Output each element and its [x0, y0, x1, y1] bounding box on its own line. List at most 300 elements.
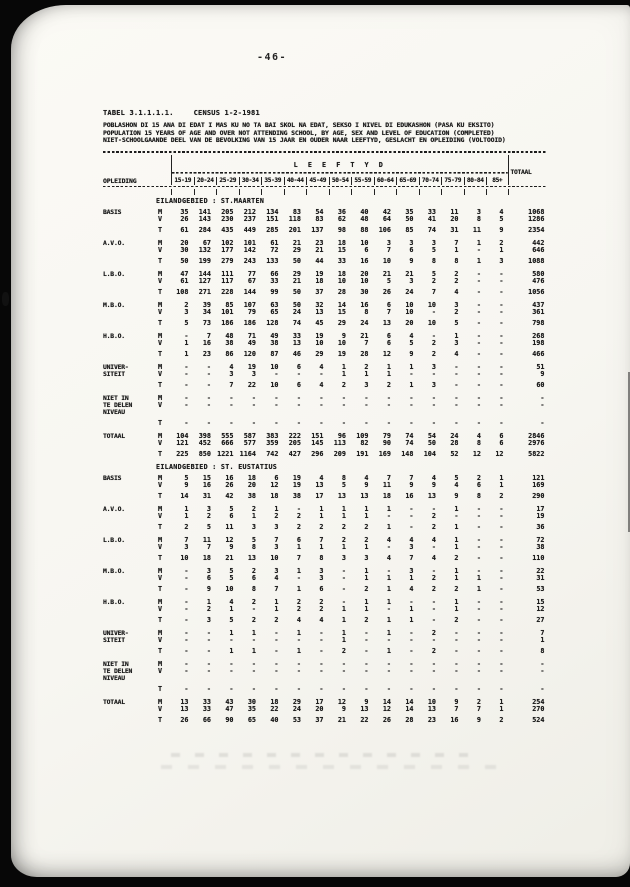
leeftyd-label: L E E F T Y D	[171, 161, 509, 169]
education-group	[103, 568, 547, 593]
cell-value: 3	[476, 208, 481, 217]
sex-label: M	[158, 536, 163, 545]
cell-value: -	[499, 277, 504, 286]
cell-value: -	[499, 574, 504, 583]
cell-value: -	[499, 512, 504, 521]
cell-value: -	[454, 401, 459, 410]
cell-value: 4	[296, 616, 301, 625]
age-column-header: 70-74	[419, 177, 442, 185]
cell-value: -	[409, 401, 414, 410]
cell-value: -	[499, 419, 504, 428]
caption-line-dutch: NIET-SCHOOLGAANDE DEEL VAN DE BEVOLKING VAN 15 JAAR EN OUDER NAAR LEEFTYD, GESLACHT EN OPLEIDING (VOLTOOID)	[103, 136, 506, 145]
cell-value: 16	[360, 257, 369, 266]
cell-value: 49	[247, 339, 256, 348]
cell-value: -	[184, 605, 189, 614]
cell-value: 127	[198, 277, 211, 286]
cell-value: 2	[454, 585, 459, 594]
cell-value: 1	[454, 523, 459, 532]
cell-value: 3	[341, 554, 346, 563]
cell-value: 1	[364, 574, 369, 583]
cell-value: 71	[247, 332, 256, 341]
cell-value: -	[274, 660, 279, 669]
cell-value: 1	[386, 523, 391, 532]
cell-value: 12	[472, 450, 481, 459]
age-column-header: 45-49	[306, 177, 329, 185]
cell-value: 2	[296, 523, 301, 532]
cell-value: 1	[364, 567, 369, 576]
cell-value: 1	[251, 629, 256, 638]
cell-value: 2	[431, 277, 436, 286]
cell-value: 13	[427, 492, 436, 501]
cell-value: 169	[378, 450, 391, 459]
age-column-header: 55-59	[351, 177, 374, 185]
cell-value: -	[499, 567, 504, 576]
row-label: M.B.O.	[103, 301, 125, 310]
cell-value: -	[499, 598, 504, 607]
cell-value: 7	[296, 554, 301, 563]
table-row	[103, 493, 547, 500]
cell-value: -	[476, 505, 481, 514]
cell-value: 1	[476, 585, 481, 594]
cell-value: -	[476, 512, 481, 521]
cell-value: 1	[296, 567, 301, 576]
cell-value: 4	[386, 536, 391, 545]
row-total: 110	[532, 554, 545, 563]
age-column-header: 65-69	[396, 177, 419, 185]
cell-value: -	[454, 667, 459, 676]
cell-value: -	[274, 629, 279, 638]
cell-value: 11	[450, 208, 459, 217]
cell-value: 1	[499, 481, 504, 490]
table-row	[103, 340, 547, 347]
caption-line-english: POPULATION 15 YEARS OF AGE AND OVER NOT ATTENDING SCHOOL, BY AGE, SEX AND LEVEL OF EDUCATION (COMPLETED)	[103, 128, 495, 137]
cell-value: 5	[229, 567, 234, 576]
cell-value: 2	[431, 585, 436, 594]
cell-value: 20	[450, 215, 459, 224]
cell-value: -	[476, 647, 481, 656]
cell-value: 201	[288, 226, 301, 235]
cell-value: -	[229, 685, 234, 694]
cell-value: 15	[202, 474, 211, 483]
cell-value: 359	[266, 439, 279, 448]
cell-value: 16	[360, 301, 369, 310]
cell-value: 74	[427, 226, 436, 235]
cell-value: 1	[184, 350, 189, 359]
cell-value: 113	[333, 439, 346, 448]
cell-value: 50	[427, 439, 436, 448]
sex-label: T	[158, 419, 163, 428]
cell-value: 19	[315, 270, 324, 279]
row-label: NIVEAU	[103, 408, 125, 417]
sex-label: V	[158, 370, 163, 379]
row-label	[103, 686, 156, 693]
cell-value: -	[319, 636, 324, 645]
cell-value: 7	[229, 381, 234, 390]
cell-value: 3	[206, 567, 211, 576]
cell-value: -	[499, 394, 504, 403]
cell-value: 1	[341, 605, 346, 614]
cell-value: 101	[243, 239, 256, 248]
cell-value: 4	[319, 616, 324, 625]
cell-value: 209	[333, 450, 346, 459]
cell-value: -	[341, 585, 346, 594]
cell-value: 98	[337, 226, 346, 235]
cell-value: 3	[364, 381, 369, 390]
cell-value: 4	[454, 481, 459, 490]
cell-value: 7	[364, 339, 369, 348]
cell-value: 3	[499, 257, 504, 266]
row-label: UNIVER-	[103, 629, 129, 638]
cell-value: 64	[382, 215, 391, 224]
cell-value: -	[431, 598, 436, 607]
cell-value: 52	[450, 450, 459, 459]
cell-value: 3	[454, 339, 459, 348]
cell-value: 6	[364, 246, 369, 255]
cell-value: 33	[427, 208, 436, 217]
table-row	[103, 513, 547, 520]
cell-value: 90	[382, 439, 391, 448]
cell-value: -	[364, 401, 369, 410]
cell-value: 3	[184, 308, 189, 317]
cell-value: 72	[270, 246, 279, 255]
education-group	[103, 599, 547, 624]
cell-value: -	[364, 419, 369, 428]
row-label	[103, 482, 156, 489]
cell-value: 101	[221, 308, 234, 317]
column-tick	[171, 189, 194, 195]
cell-value: 54	[427, 432, 436, 441]
cell-value: 2	[251, 598, 256, 607]
row-total: 198	[532, 339, 545, 348]
cell-value: 15	[337, 246, 346, 255]
cell-value: -	[476, 308, 481, 317]
cell-value: 38	[292, 492, 301, 501]
cell-value: 9	[184, 481, 189, 490]
row-total: 646	[532, 246, 545, 255]
cell-value: 5	[431, 270, 436, 279]
cell-value: -	[296, 667, 301, 676]
cell-value: 151	[311, 432, 324, 441]
cell-value: -	[409, 370, 414, 379]
row-total: 466	[532, 350, 545, 359]
cell-value: 9	[229, 543, 234, 552]
row-label	[103, 524, 156, 531]
column-tick	[194, 189, 217, 195]
cell-value: 1	[476, 257, 481, 266]
column-tick	[306, 189, 329, 195]
sex-label: V	[158, 339, 163, 348]
row-label	[103, 247, 156, 254]
sex-label: T	[158, 523, 163, 532]
cell-value: -	[409, 660, 414, 669]
cell-value: -	[229, 660, 234, 669]
cell-value: 1	[341, 505, 346, 514]
cell-value: 271	[198, 288, 211, 297]
sex-label: T	[158, 492, 163, 501]
page-number: -46-	[257, 52, 288, 63]
cell-value: 61	[180, 277, 189, 286]
row-total: 7	[540, 629, 545, 638]
cell-value: 16	[450, 716, 459, 725]
cell-value: -	[476, 288, 481, 297]
cell-value: 2	[431, 629, 436, 638]
cell-value: -	[184, 567, 189, 576]
cell-value: -	[454, 660, 459, 669]
row-total: 15	[536, 598, 545, 607]
cell-value: 102	[221, 239, 234, 248]
cell-value: -	[409, 647, 414, 656]
cell-value: -	[476, 246, 481, 255]
cell-value: 1	[454, 574, 459, 583]
cell-value: -	[296, 505, 301, 514]
table-row	[103, 382, 547, 389]
cell-value: -	[206, 636, 211, 645]
row-total: -	[540, 667, 545, 676]
cell-value: 6	[386, 339, 391, 348]
cell-value: 186	[221, 319, 234, 328]
cell-value: -	[296, 685, 301, 694]
table-row	[103, 278, 547, 285]
sex-label: T	[158, 288, 163, 297]
age-column-header: 60-64	[374, 177, 397, 185]
cell-value: 10	[180, 554, 189, 563]
cell-value: -	[476, 605, 481, 614]
cell-value: 128	[266, 319, 279, 328]
cell-value: 22	[270, 705, 279, 714]
sex-label: T	[158, 450, 163, 459]
table-border-top	[103, 151, 547, 153]
column-tick-row	[103, 189, 547, 195]
cell-value: 106	[378, 226, 391, 235]
cell-value: 14	[337, 301, 346, 310]
sex-label: T	[158, 716, 163, 725]
sex-label: M	[158, 270, 163, 279]
cell-value: 21	[337, 716, 346, 725]
row-label	[103, 575, 156, 582]
cell-value: 2	[431, 647, 436, 656]
table-row	[103, 482, 547, 489]
cell-value: 5	[229, 616, 234, 625]
cell-value: -	[476, 370, 481, 379]
cell-value: 3	[431, 239, 436, 248]
cell-value: 7	[274, 536, 279, 545]
cell-value: 186	[243, 319, 256, 328]
cell-value: 1	[386, 616, 391, 625]
cell-value: 18	[337, 239, 346, 248]
cell-value: 1	[319, 505, 324, 514]
cell-value: 28	[360, 350, 369, 359]
cell-value: 10	[225, 585, 234, 594]
row-label	[103, 493, 156, 500]
cell-value: -	[319, 629, 324, 638]
cell-value: -	[296, 660, 301, 669]
row-label: A.V.O.	[103, 505, 125, 514]
cell-value: 4	[274, 574, 279, 583]
education-group	[103, 506, 547, 531]
education-group	[103, 661, 547, 693]
cell-value: 65	[247, 716, 256, 725]
cell-value: -	[476, 543, 481, 552]
cell-value: -	[476, 523, 481, 532]
row-label: A.V.O.	[103, 239, 125, 248]
cell-value: -	[386, 394, 391, 403]
cell-value: -	[386, 567, 391, 576]
cell-value: 7	[454, 705, 459, 714]
cell-value: 10	[270, 554, 279, 563]
cell-value: -	[251, 685, 256, 694]
cell-value: -	[409, 512, 414, 521]
cell-value: 2	[184, 301, 189, 310]
cell-value: -	[476, 350, 481, 359]
cell-value: 7	[386, 246, 391, 255]
education-group	[103, 271, 547, 296]
cell-value: 10	[382, 257, 391, 266]
cell-value: -	[206, 394, 211, 403]
row-total: 12	[536, 605, 545, 614]
cell-value: 4	[319, 363, 324, 372]
cell-value: -	[274, 685, 279, 694]
cell-value: 9	[476, 716, 481, 725]
cell-value: 46	[292, 350, 301, 359]
row-label	[103, 320, 156, 327]
cell-value: 7	[431, 288, 436, 297]
education-group	[103, 333, 547, 358]
cell-value: -	[184, 363, 189, 372]
table-row	[103, 309, 547, 316]
cell-value: 26	[382, 716, 391, 725]
row-label: L.B.O.	[103, 270, 125, 279]
cell-value: 144	[243, 288, 256, 297]
table-body	[103, 198, 547, 724]
cell-value: 50	[292, 301, 301, 310]
cell-value: 4	[409, 536, 414, 545]
cell-value: 12	[382, 705, 391, 714]
cell-value: 7	[386, 308, 391, 317]
education-group	[103, 475, 547, 500]
cell-value: -	[454, 394, 459, 403]
row-total: 2354	[528, 226, 545, 235]
cell-value: -	[409, 629, 414, 638]
cell-value: -	[296, 370, 301, 379]
cell-value: -	[431, 660, 436, 669]
row-total: 361	[532, 308, 545, 317]
table-row	[103, 402, 547, 409]
cell-value: 1	[386, 585, 391, 594]
cell-value: 33	[270, 277, 279, 286]
cell-value: 31	[450, 226, 459, 235]
cell-value: -	[319, 370, 324, 379]
education-group	[103, 302, 547, 327]
cell-value: 17	[315, 698, 324, 707]
cell-value: -	[364, 629, 369, 638]
row-total: 1068	[528, 208, 545, 217]
cell-value: -	[184, 685, 189, 694]
table-row	[103, 409, 547, 416]
cell-value: -	[476, 567, 481, 576]
sex-label: T	[158, 381, 163, 390]
cell-value: 5	[386, 277, 391, 286]
cell-value: -	[499, 636, 504, 645]
cell-value: 143	[198, 215, 211, 224]
cell-value: 10	[337, 277, 346, 286]
cell-value: -	[206, 660, 211, 669]
row-total: 31	[536, 574, 545, 583]
cell-value: 28	[405, 716, 414, 725]
cell-value: 21	[292, 239, 301, 248]
sex-label: V	[158, 605, 163, 614]
row-total: 798	[532, 319, 545, 328]
showthrough-smudge	[171, 753, 471, 757]
cell-value: 18	[337, 270, 346, 279]
island-section-label: EILANDGEBIED : ST.MAARTEN	[156, 197, 265, 206]
row-total: 476	[532, 277, 545, 286]
row-total: 254	[532, 698, 545, 707]
cell-value: -	[476, 685, 481, 694]
cell-value: 8	[476, 215, 481, 224]
row-label: NIVEAU	[103, 674, 125, 683]
cell-value: 398	[198, 432, 211, 441]
age-header-row	[103, 177, 547, 185]
sex-label: M	[158, 363, 163, 372]
cell-value: 18	[382, 492, 391, 501]
cell-value: 3	[184, 543, 189, 552]
cell-value: 11	[382, 481, 391, 490]
page-sheet	[11, 5, 630, 877]
cell-value: -	[476, 660, 481, 669]
cell-value: 10	[427, 319, 436, 328]
cell-value: 2	[274, 512, 279, 521]
cell-value: 1	[364, 598, 369, 607]
row-label	[103, 340, 156, 347]
row-label	[103, 216, 156, 223]
cell-value: -	[454, 370, 459, 379]
cell-value: 1	[476, 574, 481, 583]
cell-value: -	[184, 647, 189, 656]
cell-value: 2	[499, 239, 504, 248]
table-row	[103, 637, 547, 644]
cell-value: 8	[454, 257, 459, 266]
table-row	[103, 420, 547, 427]
cell-value: 9	[409, 350, 414, 359]
cell-value: 104	[176, 432, 189, 441]
cell-value: 1	[184, 512, 189, 521]
cell-value: 26	[180, 215, 189, 224]
header-divider-dashes	[171, 169, 509, 177]
cell-value: 2	[364, 585, 369, 594]
cell-value: 1	[184, 505, 189, 514]
cell-value: 1	[454, 543, 459, 552]
cell-value: -	[476, 363, 481, 372]
row-label	[103, 382, 156, 389]
cell-value: 10	[360, 277, 369, 286]
table-row	[103, 227, 547, 234]
table-row	[103, 706, 547, 713]
cell-value: 2	[431, 339, 436, 348]
cell-value: 2	[454, 616, 459, 625]
island-section-label: EILANDGEBIED : ST. EUSTATIUS	[156, 463, 278, 472]
cell-value: 7	[206, 543, 211, 552]
cell-value: 19	[337, 350, 346, 359]
cell-value: 5	[341, 481, 346, 490]
cell-value: 7	[274, 585, 279, 594]
row-label	[103, 289, 156, 296]
cell-value: 14	[382, 698, 391, 707]
cell-value: 13	[360, 705, 369, 714]
table-row	[103, 675, 547, 682]
row-label	[103, 451, 156, 458]
cell-value: -	[499, 301, 504, 310]
cell-value: -	[386, 401, 391, 410]
